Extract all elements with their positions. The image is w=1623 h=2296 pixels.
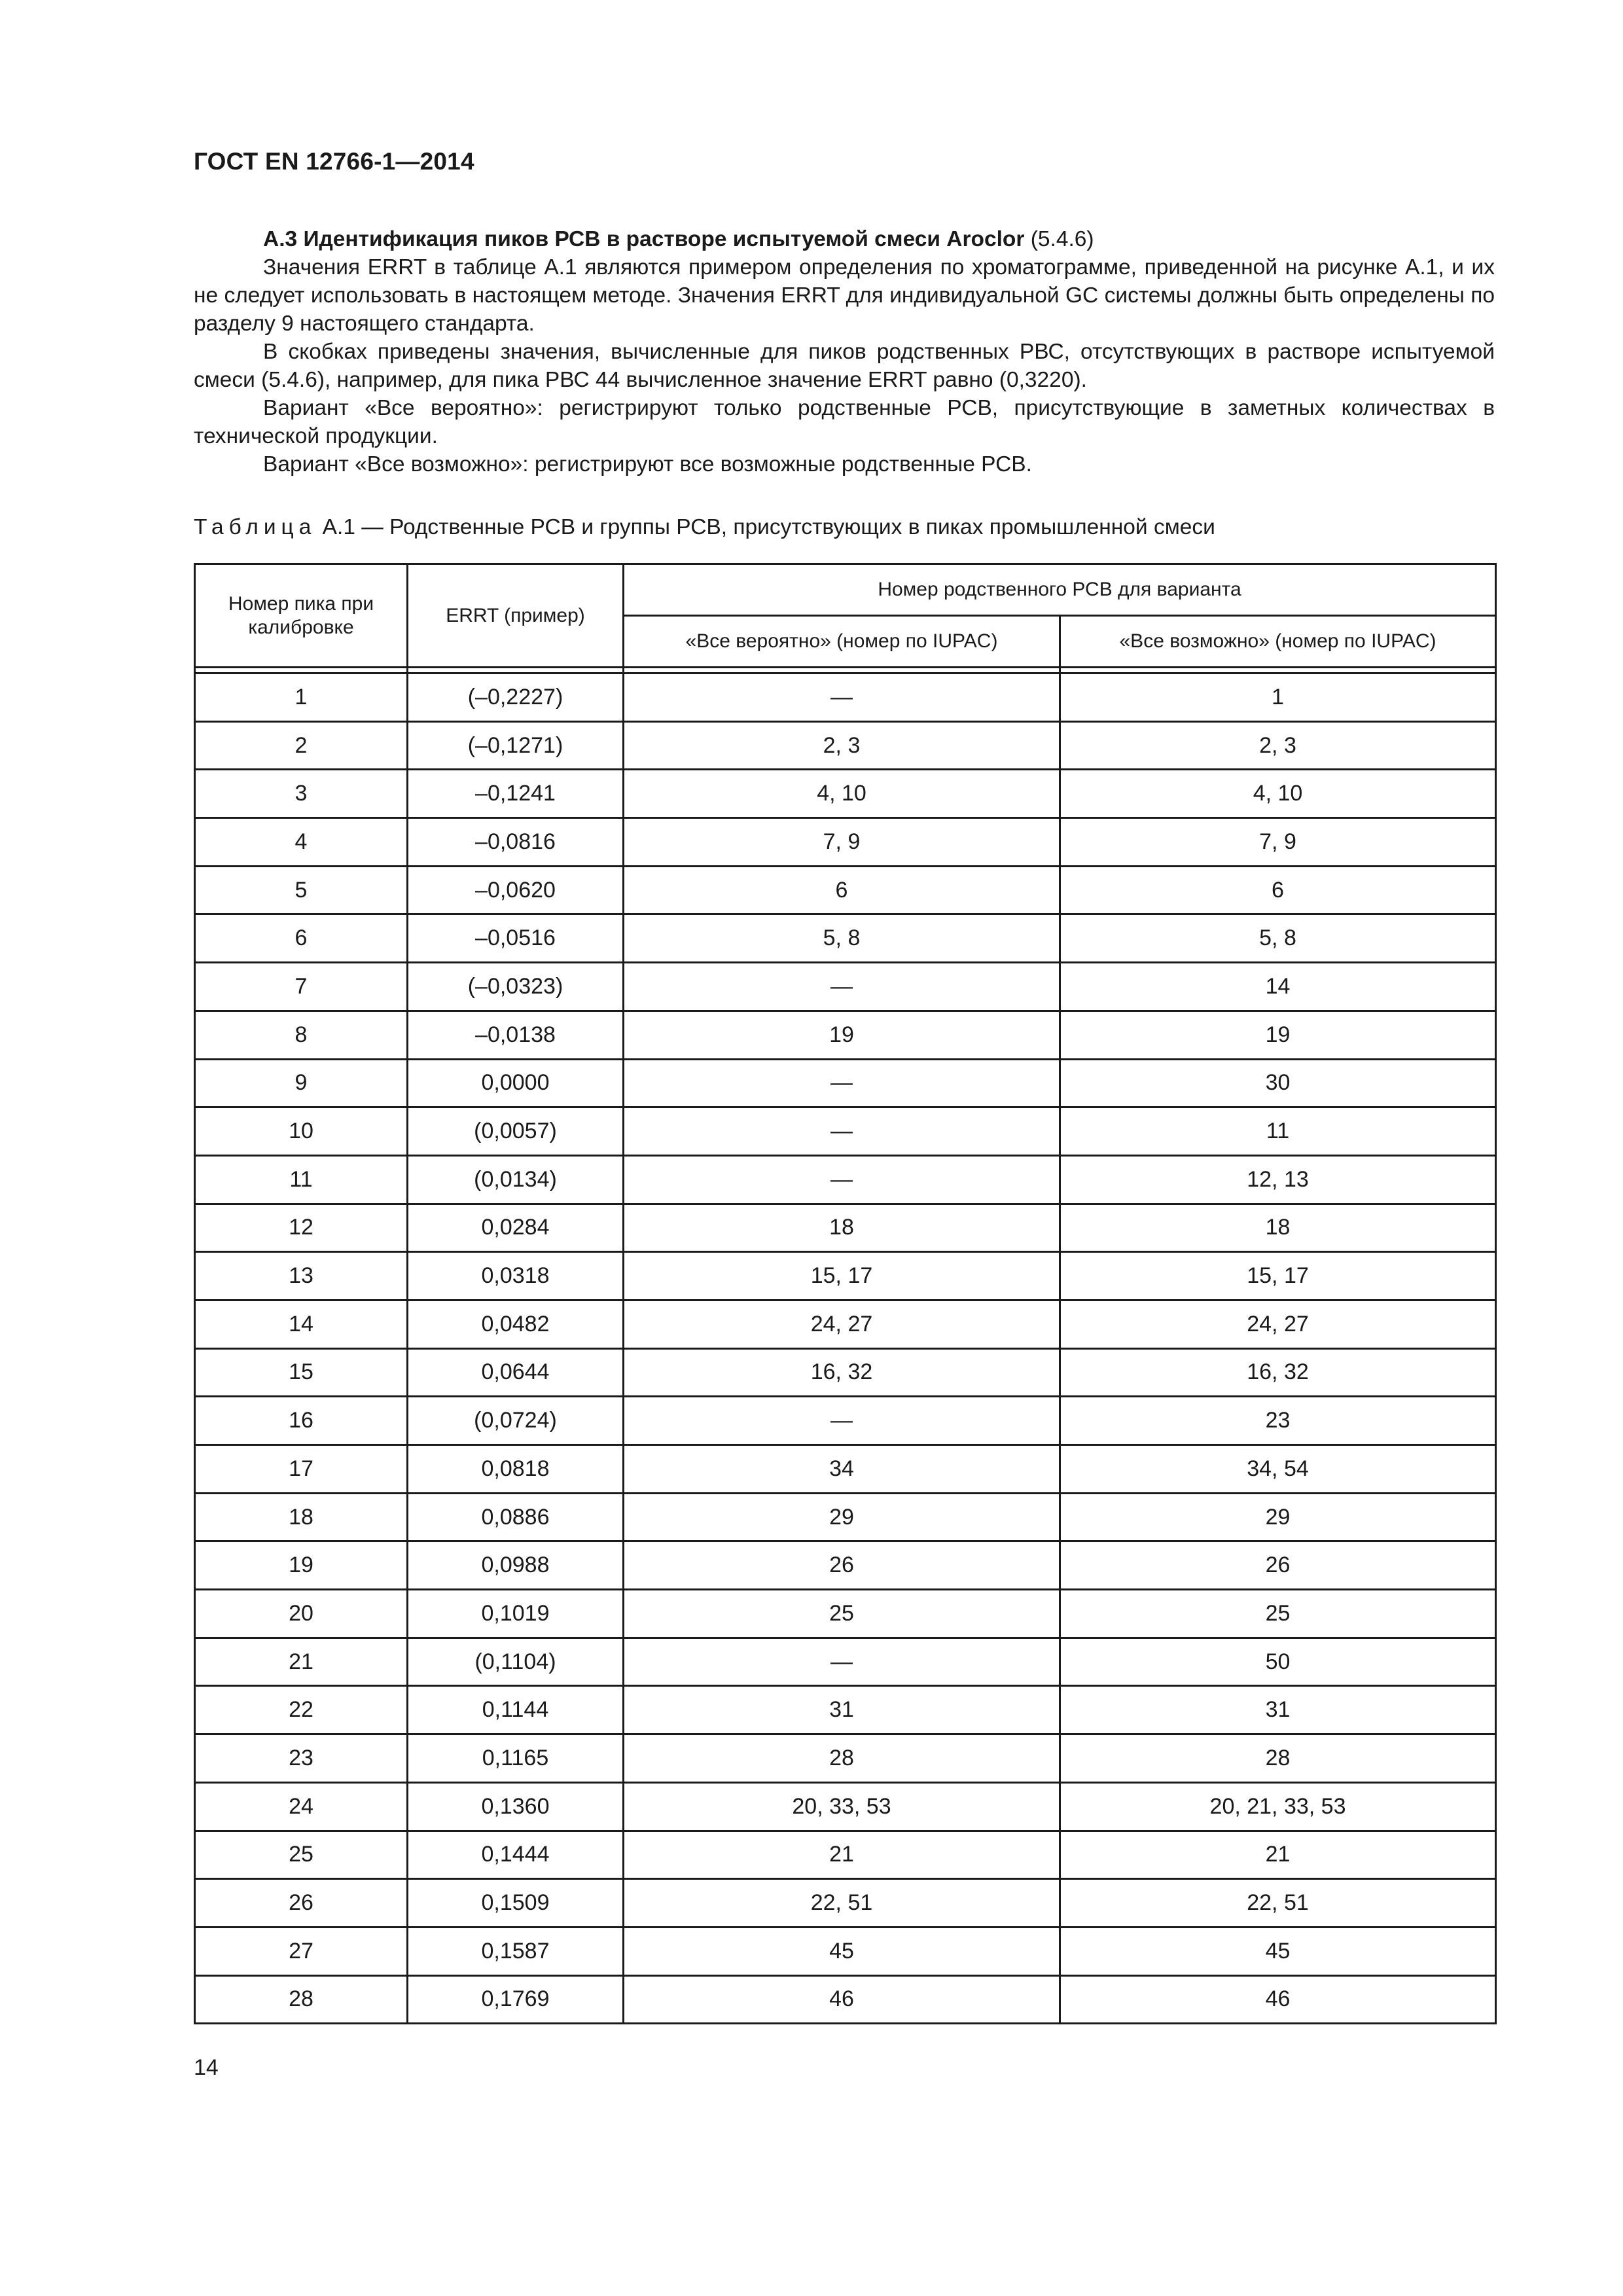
cell-all-possible: 30 <box>1060 1059 1496 1107</box>
table-row <box>195 866 1496 914</box>
cell-all-possible: 7, 9 <box>1060 818 1496 867</box>
cell-all-possible: 12, 13 <box>1060 1155 1496 1204</box>
table-body <box>195 673 1496 2024</box>
cell-errt: –0,0816 <box>408 818 624 867</box>
cell-all-possible: 23 <box>1060 1397 1496 1445</box>
cell-errt: 0,0988 <box>408 1541 624 1590</box>
cell-errt: 0,1587 <box>408 1927 624 1975</box>
cell-errt: –0,0516 <box>408 914 624 963</box>
cell-all-possible: 14 <box>1060 963 1496 1011</box>
cell-all-possible: 28 <box>1060 1734 1496 1783</box>
table-row <box>195 1590 1496 1638</box>
cell-peak-number: 13 <box>195 1252 408 1300</box>
cell-errt: 0,1769 <box>408 1975 624 2024</box>
cell-errt: (0,1104) <box>408 1638 624 1686</box>
cell-errt: (–0,1271) <box>408 721 624 770</box>
cell-peak-number: 23 <box>195 1734 408 1783</box>
cell-all-possible: 26 <box>1060 1541 1496 1590</box>
pcb-peaks-table <box>194 563 1497 2024</box>
table-row <box>195 1155 1496 1204</box>
section-heading-line <box>194 225 1495 253</box>
table-row <box>195 1445 1496 1494</box>
cell-peak-number: 16 <box>195 1397 408 1445</box>
cell-all-probable: 16, 32 <box>624 1348 1060 1397</box>
cell-errt: (–0,2227) <box>408 673 624 722</box>
cell-peak-number: 18 <box>195 1493 408 1541</box>
cell-peak-number: 9 <box>195 1059 408 1107</box>
table-row <box>195 1734 1496 1783</box>
cell-peak-number: 10 <box>195 1107 408 1156</box>
cell-all-probable: — <box>624 1059 1060 1107</box>
cell-all-probable: — <box>624 963 1060 1011</box>
table-row <box>195 1204 1496 1252</box>
table-row <box>195 1011 1496 1059</box>
cell-all-possible: 20, 21, 33, 53 <box>1060 1782 1496 1831</box>
table-row <box>195 1493 1496 1541</box>
table-row <box>195 1300 1496 1348</box>
table-caption-label: Таблица <box>194 515 317 539</box>
cell-all-possible: 50 <box>1060 1638 1496 1686</box>
cell-peak-number: 7 <box>195 963 408 1011</box>
cell-all-probable: 28 <box>624 1734 1060 1783</box>
cell-all-probable: 2, 3 <box>624 721 1060 770</box>
table-row <box>195 1686 1496 1734</box>
table-row <box>195 818 1496 867</box>
table-row <box>195 1252 1496 1300</box>
cell-all-probable: 25 <box>624 1590 1060 1638</box>
cell-all-possible: 34, 54 <box>1060 1445 1496 1494</box>
cell-peak-number: 22 <box>195 1686 408 1734</box>
cell-errt: 0,1444 <box>408 1831 624 1879</box>
cell-all-possible: 11 <box>1060 1107 1496 1156</box>
cell-peak-number: 3 <box>195 770 408 818</box>
cell-all-possible: 15, 17 <box>1060 1252 1496 1300</box>
paragraph: Вариант «Все возможно»: регистрируют все возможные родственные РСВ. <box>263 452 1032 476</box>
cell-all-probable: 18 <box>624 1204 1060 1252</box>
cell-all-probable: 7, 9 <box>624 818 1060 867</box>
table-row <box>195 1397 1496 1445</box>
table-row <box>195 1638 1496 1686</box>
cell-all-possible: 46 <box>1060 1975 1496 2024</box>
section-heading: А.3 Идентификация пиков РСВ в растворе испытуемой смеси Aroclor <box>263 227 1025 251</box>
cell-all-probable: — <box>624 673 1060 722</box>
cell-peak-number: 8 <box>195 1011 408 1059</box>
table-row <box>195 721 1496 770</box>
column-header-all-probable: «Все вероятно» (номер по IUPAC) <box>624 616 1060 668</box>
table-row <box>195 673 1496 722</box>
cell-all-probable: — <box>624 1638 1060 1686</box>
cell-errt: –0,0138 <box>408 1011 624 1059</box>
cell-errt: 0,1144 <box>408 1686 624 1734</box>
cell-all-probable: 26 <box>624 1541 1060 1590</box>
cell-peak-number: 12 <box>195 1204 408 1252</box>
cell-all-probable: 15, 17 <box>624 1252 1060 1300</box>
cell-errt: 0,0284 <box>408 1204 624 1252</box>
cell-peak-number: 24 <box>195 1782 408 1831</box>
cell-all-probable: 24, 27 <box>624 1300 1060 1348</box>
cell-errt: –0,1241 <box>408 770 624 818</box>
header-separator <box>195 668 1496 673</box>
document-code: ГОСТ EN 12766-1—2014 <box>194 148 474 175</box>
cell-peak-number: 11 <box>195 1155 408 1204</box>
cell-all-possible: 5, 8 <box>1060 914 1496 963</box>
cell-all-probable: 5, 8 <box>624 914 1060 963</box>
paragraph: В скобках приведены значения, вычисленные для пиков родственных РВС, отсутствующих в растворе испытуемой смеси (5.4.6), например, для пика РВС 44 вычисленное значение ERRT равно (0,3220). <box>194 340 1495 392</box>
table-row <box>195 1059 1496 1107</box>
cell-peak-number: 28 <box>195 1975 408 2024</box>
cell-all-probable: 22, 51 <box>624 1879 1060 1928</box>
cell-peak-number: 14 <box>195 1300 408 1348</box>
section-heading-reference: (5.4.6) <box>1030 227 1094 251</box>
cell-peak-number: 20 <box>195 1590 408 1638</box>
paragraph: Значения ERRT в таблице А.1 являются примером определения по хроматограмме, приведенной на рисунке А.1, и их не следует использовать в настоящем методе. Значения ERRT для индивидуальной GC системы должны быть определены по разделу 9 настоящего стандарта. <box>194 255 1495 336</box>
cell-all-possible: 25 <box>1060 1590 1496 1638</box>
cell-all-probable: 29 <box>624 1493 1060 1541</box>
table-row <box>195 963 1496 1011</box>
cell-peak-number: 25 <box>195 1831 408 1879</box>
cell-all-possible: 18 <box>1060 1204 1496 1252</box>
cell-all-probable: 6 <box>624 866 1060 914</box>
cell-errt: 0,0000 <box>408 1059 624 1107</box>
table-row <box>195 1927 1496 1975</box>
cell-all-possible: 24, 27 <box>1060 1300 1496 1348</box>
table-row <box>195 770 1496 818</box>
cell-errt: 0,0886 <box>408 1493 624 1541</box>
cell-all-possible: 16, 32 <box>1060 1348 1496 1397</box>
cell-errt: 0,1165 <box>408 1734 624 1783</box>
page-number: 14 <box>194 2055 219 2080</box>
table-row <box>195 1348 1496 1397</box>
cell-peak-number: 15 <box>195 1348 408 1397</box>
cell-all-possible: 45 <box>1060 1927 1496 1975</box>
cell-all-possible: 2, 3 <box>1060 721 1496 770</box>
cell-errt: (0,0134) <box>408 1155 624 1204</box>
cell-all-probable: 31 <box>624 1686 1060 1734</box>
cell-all-possible: 31 <box>1060 1686 1496 1734</box>
table-row <box>195 1831 1496 1879</box>
column-header-peak-number: Номер пика при калибровке <box>195 564 408 668</box>
cell-all-possible: 29 <box>1060 1493 1496 1541</box>
cell-all-possible: 6 <box>1060 866 1496 914</box>
table-row <box>195 1107 1496 1156</box>
cell-all-probable: 20, 33, 53 <box>624 1782 1060 1831</box>
table-row <box>195 1782 1496 1831</box>
table-row <box>195 1541 1496 1590</box>
cell-all-possible: 4, 10 <box>1060 770 1496 818</box>
column-header-all-possible: «Все возможно» (номер по IUPAC) <box>1060 616 1496 668</box>
cell-all-probable: 4, 10 <box>624 770 1060 818</box>
cell-peak-number: 5 <box>195 866 408 914</box>
cell-all-probable: 34 <box>624 1445 1060 1494</box>
paragraph: Вариант «Все вероятно»: регистрируют только родственные РСВ, присутствующие в заметных количествах в технической продукции. <box>194 396 1495 448</box>
cell-peak-number: 2 <box>195 721 408 770</box>
cell-peak-number: 6 <box>195 914 408 963</box>
cell-errt: 0,0818 <box>408 1445 624 1494</box>
cell-errt: 0,1509 <box>408 1879 624 1928</box>
cell-all-possible: 22, 51 <box>1060 1879 1496 1928</box>
cell-errt: –0,0620 <box>408 866 624 914</box>
cell-all-probable: 45 <box>624 1927 1060 1975</box>
cell-errt: (–0,0323) <box>408 963 624 1011</box>
cell-all-probable: — <box>624 1155 1060 1204</box>
cell-peak-number: 4 <box>195 818 408 867</box>
cell-peak-number: 26 <box>195 1879 408 1928</box>
cell-peak-number: 19 <box>195 1541 408 1590</box>
cell-errt: 0,0482 <box>408 1300 624 1348</box>
cell-peak-number: 17 <box>195 1445 408 1494</box>
section-text <box>194 225 1495 478</box>
cell-errt: 0,0644 <box>408 1348 624 1397</box>
cell-all-probable: — <box>624 1107 1060 1156</box>
cell-errt: (0,0057) <box>408 1107 624 1156</box>
cell-errt: (0,0724) <box>408 1397 624 1445</box>
table-row <box>195 1879 1496 1928</box>
cell-errt: 0,0318 <box>408 1252 624 1300</box>
cell-peak-number: 1 <box>195 673 408 722</box>
cell-all-possible: 21 <box>1060 1831 1496 1879</box>
cell-errt: 0,1019 <box>408 1590 624 1638</box>
cell-all-possible: 1 <box>1060 673 1496 722</box>
table-caption-text: А.1 — Родственные РСВ и группы РСВ, присутствующих в пиках промышленной смеси <box>322 515 1215 539</box>
table-row <box>195 1975 1496 2024</box>
cell-errt: 0,1360 <box>408 1782 624 1831</box>
cell-all-probable: 46 <box>624 1975 1060 2024</box>
cell-peak-number: 21 <box>195 1638 408 1686</box>
cell-peak-number: 27 <box>195 1927 408 1975</box>
cell-all-probable: 21 <box>624 1831 1060 1879</box>
table-row <box>195 914 1496 963</box>
cell-all-possible: 19 <box>1060 1011 1496 1059</box>
cell-all-probable: — <box>624 1397 1060 1445</box>
column-header-pcb-group: Номер родственного РСВ для варианта <box>624 564 1496 616</box>
table-caption <box>194 513 1215 541</box>
column-header-errt: ERRT (пример) <box>408 564 624 668</box>
cell-all-probable: 19 <box>624 1011 1060 1059</box>
